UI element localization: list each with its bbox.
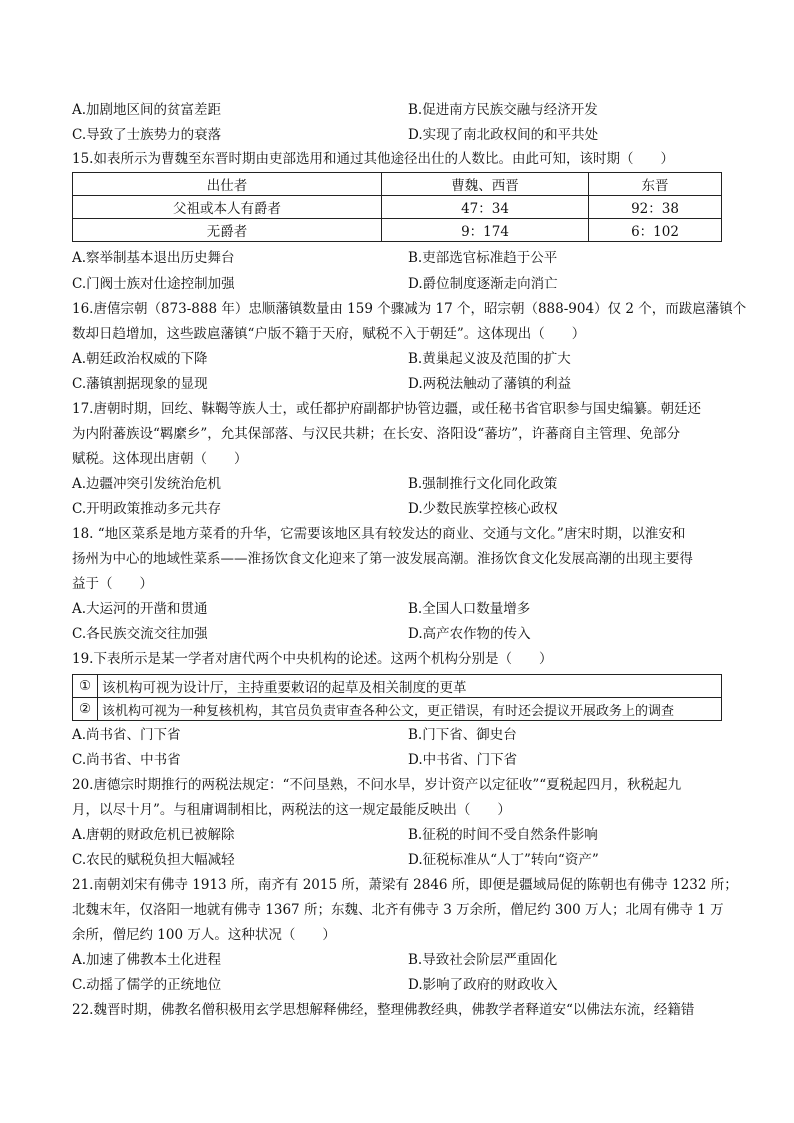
q18-option-d: D.高产农作物的传入 [408,626,531,642]
table-row [73,219,722,242]
table-header-cell: 东晋 [589,173,722,196]
q21-option-a: A.加速了佛教本土化进程 [72,952,222,968]
q18-option-a: A.大运河的开凿和贯通 [72,601,208,617]
table-cell: 父祖或本人有爵者 [73,196,382,219]
table-cell: 92：38 [589,196,722,219]
q15-option-c: C.门阀士族对仕途控制加强 [72,276,235,292]
q16-option-a: A.朝廷政治权威的下降 [72,351,208,367]
q15-option-b: B.吏部选官标准趋于公平 [408,250,558,266]
table-cell: 9：174 [382,219,589,242]
q16-option-c: C.藩镇割据现象的显现 [72,376,208,392]
q16-option-d: D.两税法触动了藩镇的利益 [408,376,572,392]
q20-option-d: D.征税标准从“人丁”转向“资产” [408,852,599,868]
table-header-row [73,173,722,196]
table-header-cell: 曹魏、西晋 [382,173,589,196]
q21-option-c: C.动摇了儒学的正统地位 [72,977,222,993]
q15-stem: 15.如表所示为曹魏至东晋时期由吏部选用和通过其他途径出仕的人数比。由此可知，该时期（ ） [72,151,674,167]
q18-stem-line: 扬州为中心的地域性菜系——淮扬饮食文化迎来了第一波发展高潮。淮扬饮食文化发展高潮的出现主要得 [72,551,693,567]
q21-stem-line: 余所，僧尼约 100 万人。这种状况（ ） [72,927,336,943]
q21-option-d: D.影响了政府的财政收入 [408,977,558,993]
q19-option-b: B.门下省、御史台 [408,727,517,743]
table-header-cell: 出仕者 [73,173,382,196]
q17-stem-line: 17.唐朝时期，回纥、靺鞨等族人士，或任都护府副都护协管边疆，或任秘书省官职参与国史编纂。朝廷还 [72,401,701,417]
q18-stem-line: 益于（ ） [72,576,153,592]
q14-option-b: B.促进南方民族交融与经济开发 [408,102,598,118]
table-cell: 6：102 [589,219,722,242]
q18-option-b: B.全国人口数量增多 [408,601,531,617]
q17-option-c: C.开明政策推动多元共存 [72,501,222,517]
q20-option-b: B.征税的时间不受自然条件影响 [408,827,598,843]
q20-stem-line: 20.唐德宗时期推行的两税法规定：“不问垦熟，不问水旱，岁计资产以定征收”“夏税起四月，秋税起九 [72,777,682,793]
q19-option-d: D.中书省、门下省 [408,752,518,768]
table-cell-number: ① [73,675,98,698]
q17-stem-line: 赋税。这体现出唐朝（ ） [72,451,248,467]
q20-option-c: C.农民的赋税负担大幅减轻 [72,852,235,868]
table-cell: 该机构可视为设计厅，主持重要敕诏的起草及相关制度的更革 [98,675,722,698]
q18-option-c: C.各民族交流交往加强 [72,626,208,642]
q14-option-c: C.导致了士族势力的衰落 [72,127,222,143]
q20-option-a: A.唐朝的财政危机已被解除 [72,827,235,843]
q14-option-a: A.加剧地区间的贫富差距 [72,102,222,118]
q15-option-a: A.察举制基本退出历史舞台 [72,250,235,266]
q17-option-a: A.边疆冲突引发统治危机 [72,476,222,492]
q21-stem-line: 21.南朝刘宋有佛寺 1913 所，南齐有 2015 所，萧梁有 2846 所，即便是疆域局促的陈朝也有佛寺 1232 所； [72,877,738,893]
table-row [73,698,722,721]
table-cell: 无爵者 [73,219,382,242]
q19-option-c: C.尚书省、中书省 [72,752,181,768]
q19-stem: 19.下表所示是某一学者对唐代两个中央机构的论述。这两个机构分别是（ ） [72,651,553,667]
q19-option-a: A.尚书省、门下省 [72,727,181,743]
q22-stem-line: 22.魏晋时期，佛教名僧积极用玄学思想解释佛经，整理佛教经典，佛教学者释道安“以佛法东流，经籍错 [72,1002,695,1018]
table-row [73,196,722,219]
q15-option-d: D.爵位制度逐渐走向消亡 [408,276,558,292]
q17-option-d: D.少数民族掌控核心政权 [408,501,558,517]
q16-option-b: B.黄巢起义波及范围的扩大 [408,351,571,367]
q19-table [72,674,722,721]
q15-table [72,172,722,242]
table-cell: 该机构可视为一种复核机构，其官员负责审查各种公文，更正错误，有时还会提议开展政务上的调查 [98,698,722,721]
q21-option-b: B.导致社会阶层严重固化 [408,952,558,968]
q21-stem-line: 北魏末年，仅洛阳一地就有佛寺 1367 所；东魏、北齐有佛寺 3 万余所，僧尼约 300 万人；北周有佛寺 1 万 [72,902,724,918]
table-cell-number: ② [73,698,98,721]
q14-option-d: D.实现了南北政权间的和平共处 [408,127,599,143]
q17-option-b: B.强制推行文化同化政策 [408,476,558,492]
q16-stem-line: 16.唐僖宗朝（873-888 年）忠顺藩镇数量由 159 个骤减为 17 个，昭宗朝（888-904）仅 2 个，而跋扈藩镇个 [72,301,747,317]
q18-stem-line: 18. “地区菜系是地方菜肴的升华，它需要该地区具有较发达的商业、交通与文化。”唐宋时期，以淮安和 [72,526,686,542]
table-cell: 47：34 [382,196,589,219]
table-row [73,675,722,698]
q20-stem-line: 月，以尽十月”。与租庸调制相比，两税法的这一规定最能反映出（ ） [72,802,511,818]
q16-stem-line: 数却日趋增加，这些跋扈藩镇“户版不籍于天府，赋税不入于朝廷”。这体现出（ ） [72,326,586,342]
q17-stem-line: 为内附蕃族设“羁縻乡”，允其保部落、与汉民共耕；在长安、洛阳设“蕃坊”，许蕃商自主管理、免部分 [72,426,681,442]
